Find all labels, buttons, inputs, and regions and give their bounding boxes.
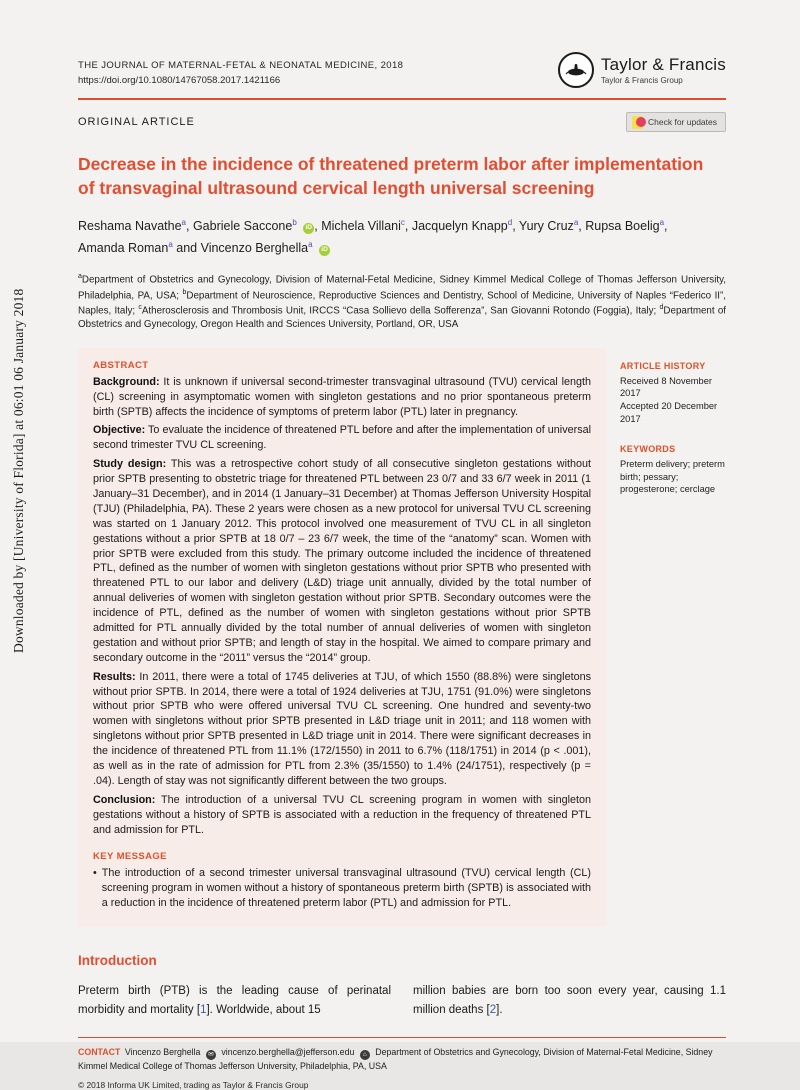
- orcid-icon[interactable]: iD: [319, 245, 330, 256]
- reference-link[interactable]: 2: [489, 1003, 497, 1016]
- reference-link[interactable]: 1: [200, 1003, 207, 1016]
- journal-title: THE JOURNAL OF MATERNAL-FETAL & NEONATAL MEDICINE, 2018: [78, 60, 404, 71]
- contact-name: Vincenzo Berghella: [124, 1046, 201, 1057]
- author-affiliation-sup: a: [168, 240, 173, 250]
- author-affiliation-sup: a: [181, 218, 186, 228]
- header-divider: [78, 98, 726, 100]
- affiliation-sup: d: [659, 303, 664, 311]
- contact-address: Department of Obstetrics and Gynecology, Division of Maternal-Fetal Medicine, Sidney Kimmel Medical College of Thomas Jefferson University, Philadelphia, PA, USA: [78, 1046, 713, 1071]
- orcid-icon[interactable]: iD: [303, 223, 314, 234]
- author-affiliation-sup: a: [573, 218, 579, 228]
- author-affiliation-sup: d: [507, 218, 513, 228]
- introduction-column-2: million babies are born too soon every year, causing 1.1 million deaths [2].: [413, 985, 726, 1016]
- author-affiliation-sup: a: [308, 240, 313, 250]
- check-for-updates-button[interactable]: [626, 112, 726, 132]
- author-affiliation-sup: a: [659, 218, 665, 228]
- affiliation-sup: c: [138, 303, 142, 311]
- affiliation-sup: b: [182, 288, 187, 296]
- article-history-heading: ARTICLE HISTORY: [620, 360, 706, 371]
- doi-link[interactable]: https://doi.org/10.1080/14767058.2017.1421166: [78, 75, 281, 86]
- article-title: Decrease in the incidence of threatened preterm labor after implementation of transvaginal ultrasound cervical length universal screening: [78, 154, 704, 199]
- affiliations: $^a$Department of Obstetrics and Gynecology, Division of Maternal-Fetal Medicine, Sidney Kimmel Medical College of Thomas Jefferson University, Philadelphia, PA, USA; $^b$Department of Neuroscience, Reproductive Sciences and Dentistry, School of Medicine, University of Naples “Federico II”, Naples, Italy; $^c$Atherosclerosis and Thrombosis Unit, IRCCS “Casa Sollievo della Sofferenza”, San Giovanni Rotondo (Foggia), Italy; $^d$Department of Obstetrics and Gynecology, Oregon Health and Sciences University, Portland, OR, USA: [78, 273, 727, 330]
- introduction-column-1: Preterm birth (PTB) is the leading cause of perinatal morbidity and mortality [1]. Worldwide, about 15: [78, 985, 391, 1016]
- received-date: Received 8 November 2017: [620, 375, 712, 399]
- publisher-name: Taylor & Francis: [600, 55, 726, 74]
- accepted-date: Accepted 20 December 2017: [620, 401, 718, 424]
- abstract-box: [78, 348, 606, 927]
- check-for-updates-label: Check for updates: [648, 117, 717, 127]
- abstract-paragraph: Results: In 2011, there were a total of 1745 deliveries at TJU, of which 1550 (88.8%) were singletons without prior SPTB. In 2014, there were a total of 1924 deliveries at TJU, 1751 (91.0%) were singletons without prior SPTB who were offered universal TVU CL screening. One hundred and seventy-two women with singletons without prior SPTB presented in L&D triage unit in 2011; and 118 women with singletons without prior SPTB presented in L&D triage unit in 2014. There were significant decreases in the incidence of threatened PTL from 11.1% (172/1550) in 2011 to 6.7% (118/1751) in 2014 (p < .001), as well as in the rate of admission for PTL from 2.3% (35/1550) to 1.4% (24/1751), respectively (p = .04). Length of stay was not significantly different between the two groups.: [93, 670, 591, 787]
- abstract-paragraph: Conclusion: The introduction of a universal TVU CL screening program in women with singleton gestations without a history of SPTB is associated with a reduction in the frequency of threatened PTL and admission for PTL.: [93, 793, 591, 836]
- keywords-list: Preterm delivery; preterm birth; pessary; progesterone; cerclage: [620, 459, 725, 495]
- keywords-heading: KEYWORDS: [620, 444, 676, 455]
- abstract-paragraph: Background: It is unknown if universal second-trimester transvaginal ultrasound (TVU) cervical length (CL) screening in asymptomatic women with singleton gestations and no prior spontaneous preterm birth (SPTB) affects the incidence of symptoms of preterm labor (PTL) later in pregnancy.: [93, 375, 591, 418]
- taylor-francis-lamp-icon: [558, 52, 594, 88]
- crossmark-icon: [632, 116, 643, 129]
- bullet-icon: •: [93, 867, 97, 880]
- author-affiliation-sup: c: [400, 218, 405, 228]
- abstract-sections: [93, 375, 591, 838]
- abstract-paragraph: Objective: To evaluate the incidence of threatened PTL before and after the implementation of universal second trimester TVU CL screening.: [93, 424, 591, 452]
- article-type-label: ORIGINAL ARTICLE: [78, 116, 195, 128]
- contact-line: [78, 1046, 726, 1073]
- author-affiliation-sup: b: [292, 218, 297, 228]
- publisher-subtitle: Taylor & Francis Group: [600, 76, 683, 85]
- key-message-heading: KEY MESSAGE: [93, 851, 167, 863]
- key-message-item: [93, 866, 591, 911]
- abstract-heading: ABSTRACT: [93, 359, 149, 371]
- institution-icon: ⌂: [360, 1050, 370, 1060]
- contact-label: CONTACT: [78, 1046, 121, 1057]
- author-list: Reshama Navathe$^a$, Gabriele Saccone$^b$ iD , Michela Villani$^c$, Jacquelyn Knapp$^d$, Yury Cruz$^a$, Rupsa Boelig$^a$, Amanda Roman$^a$ and Vincenzo Berghella$^a$ iD: [78, 218, 668, 256]
- copyright-line: © 2018 Informa UK Limited, trading as Taylor & Francis Group: [78, 1080, 309, 1090]
- email-icon: ✉: [206, 1050, 216, 1060]
- affiliation-sup: a: [78, 273, 82, 281]
- abstract-paragraph: Study design: This was a retrospective cohort study of all consecutive singleton gestations without prior SPTB presenting to obstetric triage for threatened PTL between 23 0/7 and 33 6/7 week in 2011 (1 January–31 December), and in 2014 (1 January–31 December) at Thomas Jefferson University Hospital (TJU) (Philadelphia, PA). These 2 years were chosen as a new protocol for universal TVU CL screening was started on 1 January 2012. This protocol involved one measurement of TVU CL in all singleton gestations without a prior SPTB at 18 0/7 – 23 6/7 week, the time of the “anatomy” scan. Women with prior SPTB were excluded from this study. The primary outcome included the incidence of threatened PTL, defined as the number of women with singleton gestations without prior SPTB who presented with threatened PTL to our labor and delivery (L&D) triage unit annually, divided by the total number of annual deliveries of women with singleton gestation without prior SPTB. Secondary outcomes were the incidence of PTL, defined as the number of women with singleton gestations without prior SPTB admitted for PTL annually divided by the total number of annual deliveries of women with singleton gestation and without prior SPTB; and length of stay in the hospital. We aimed to compare primary and secondary outcome in the “2011” versus the “2014” group.: [93, 458, 591, 664]
- publisher-logo: [558, 52, 726, 88]
- footer-divider: [78, 1037, 726, 1038]
- download-watermark: Downloaded by [University of Florida] at 06:01 06 January 2018: [11, 288, 26, 653]
- page-header: [78, 52, 726, 88]
- introduction-heading: Introduction: [78, 953, 157, 969]
- article-meta-sidebar: [620, 348, 726, 927]
- key-message-text: The introduction of a second trimester universal transvaginal ultrasound (TVU) cervical length (CL) screening program in women without a history of spontaneous preterm birth (SPTB) is associated with a reduction in the incidence of threatened preterm labor (PTL) and admission for PTL.: [101, 867, 591, 910]
- contact-email[interactable]: vincenzo.berghella@jefferson.edu: [221, 1046, 355, 1057]
